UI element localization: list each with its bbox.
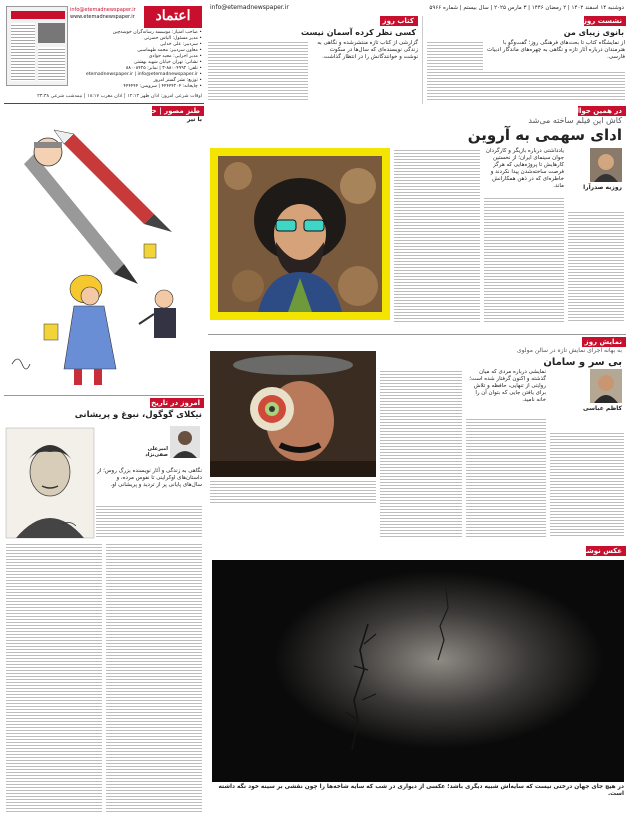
feature-photo bbox=[218, 156, 382, 312]
top-bar bbox=[206, 4, 626, 14]
colophon-line: • مدیر اجرایی: مجید جوادی bbox=[148, 54, 202, 59]
photo-essay bbox=[208, 546, 626, 816]
photo-section: عکس نوشت bbox=[586, 546, 626, 556]
prayer-times: اوقات شرعی امروز: اذان ظهر ۱۲:۱۳ | اذان مغرب ۱۸:۱۷ | نیمه‌شب شرعی ۲۳:۳۸ bbox=[37, 94, 202, 99]
feature-body: یادداشتی درباره بازیگر و کارگردان جوان سینمای ایران؛ از نخستین کارهایش تا پروژه‌هایی که هرگز فرصت ساخته‌شدن پیدا نکردند و خاطره‌ای که در ذهن همکارانش ماند. bbox=[484, 148, 564, 196]
paper-thumbnail bbox=[6, 6, 68, 86]
colophon-line: • سردبیر: علی خدایی bbox=[160, 42, 202, 47]
feature-section: در همین حوالی bbox=[578, 106, 626, 116]
feature-title: ادای سهمی به آروین bbox=[467, 126, 622, 144]
feature-photo-frame bbox=[210, 148, 390, 320]
logo[interactable] bbox=[144, 6, 202, 28]
cartoon-section bbox=[4, 106, 204, 396]
history-author-name: امیرعلی صفی‌نژاد bbox=[145, 446, 168, 458]
colophon-line: • مدیر مسئول: الیاس حضرتی bbox=[144, 36, 202, 41]
photo-caption: در هیچ جای جهان درختی نیست که سایه‌اش شبیه دیگری باشد؛ عکسی از دیواری در شب که سایه شاخه‌ها را چون نقشی بر سینه خود نگه داشته است. bbox=[218, 784, 624, 797]
colophon-line: • تلفن: ۸۸۰۰۴۹۹۲-۳ | نمابر: ۸۸۰۰۸۴۲۵ bbox=[125, 66, 202, 71]
center-top-title: کسی نظر کرده آسمان نیست bbox=[301, 28, 416, 37]
actor-kicker: به بهانه اجرای نمایش تازه در سالن مولوی bbox=[516, 347, 622, 354]
masthead-website: www.etemadnewspaper.ir bbox=[70, 14, 135, 20]
feature-kicker: کاش این فیلم ساخته می‌شد bbox=[528, 116, 622, 125]
colophon bbox=[70, 30, 202, 92]
feature-article bbox=[208, 106, 626, 332]
center-top-article bbox=[208, 16, 418, 104]
gogol-portrait bbox=[6, 428, 94, 538]
colophon-line: • etemadnewspaper.ir | info@etemadnewspaper.ir bbox=[85, 72, 202, 77]
right-top-article bbox=[422, 16, 626, 104]
actor-body: نمایشی درباره مردی که میان گذشته و اکنون گرفتار شده است؛ روایتی از تنهایی، حافظه و تلاش برای یافتن جایی که بتوان آن را خانه نامید. bbox=[466, 369, 546, 417]
author-avatar bbox=[590, 148, 622, 182]
center-top-label: کتاب روز bbox=[380, 16, 418, 26]
history-article bbox=[4, 398, 204, 816]
night-wall-photo bbox=[212, 560, 624, 782]
cartoon-label: طنز مصور | خروج bbox=[152, 106, 204, 116]
cartoon-subtitle: با تیر bbox=[186, 116, 202, 123]
masthead bbox=[4, 4, 204, 104]
right-top-body: از نمایشگاه کتاب تا بحث‌های فرهنگی روز؛ گفت‌وگو با هنرمندان درباره آثار تازه و نگاهی به چهره‌های ماندگار ادبیات فارسی. bbox=[483, 40, 625, 70]
history-author bbox=[124, 426, 202, 466]
actor-photo bbox=[210, 351, 376, 477]
actor-author-name: کاظم عباسی bbox=[583, 405, 622, 412]
colophon-line: • نشانی: تهران خیابان شهید بهشتی bbox=[133, 60, 202, 65]
history-body: نگاهی به زندگی و آثار نویسنده بزرگ روس؛ از داستان‌های اوکراینی تا نفوس مرده، و سال‌های پایانی پر از تردید و پریشانی او. bbox=[96, 468, 202, 504]
right-top-label: نشست روز bbox=[584, 16, 626, 26]
actor-article bbox=[208, 334, 626, 544]
masthead-email-2: info@etemadnewspaper.ir bbox=[70, 7, 136, 13]
cartoon-illustration bbox=[4, 124, 204, 394]
masthead-email: info@etemadnewspaper.ir bbox=[210, 4, 289, 11]
colophon-line: • توزیع: نشر گستر امروز bbox=[153, 78, 202, 83]
feature-author bbox=[568, 148, 624, 208]
colophon-line: • چاپخانه: ۴۴۴۴۴۲۰۴ | سرویس: ۴۴۴۴۴۴ bbox=[123, 84, 202, 89]
dateline: دوشنبه ۱۴ اسفند ۱۴۰۲ | ۲ رمضان ۱۴۴۶ | ۳ مارس ۲۰۲۵ | سال بیستم | شماره ۵۹۶۶ bbox=[429, 5, 624, 11]
actor-title: بی سر و سامان bbox=[543, 357, 622, 368]
colophon-line: • معاون سردبیر: محمد طهماسبی bbox=[137, 48, 202, 53]
logo-text: اعتماد bbox=[155, 8, 191, 24]
actor-author bbox=[550, 369, 624, 429]
history-section: امروز در تاریخ bbox=[150, 398, 204, 408]
center-top-body: گزارشی از کتاب تازه منتشرشده و نگاهی به زندگی نویسنده‌ای که سال‌ها در سکوت نوشت و خوانندگانش را در انتظار گذاشت. bbox=[314, 40, 418, 102]
actor-author-avatar bbox=[590, 369, 622, 403]
actor-section: نمایش روز bbox=[582, 337, 626, 347]
history-title: نیکلای گوگول، نبوغ و پریشانی bbox=[74, 410, 202, 420]
history-author-avatar bbox=[170, 426, 200, 458]
feature-author-name: روزبه صدرآرا bbox=[583, 184, 622, 191]
right-top-title: بانوی زیبای من bbox=[563, 28, 624, 37]
colophon-line: • صاحب امتیاز: موسسه رسانه‌گران خوشه‌چین bbox=[112, 30, 202, 35]
